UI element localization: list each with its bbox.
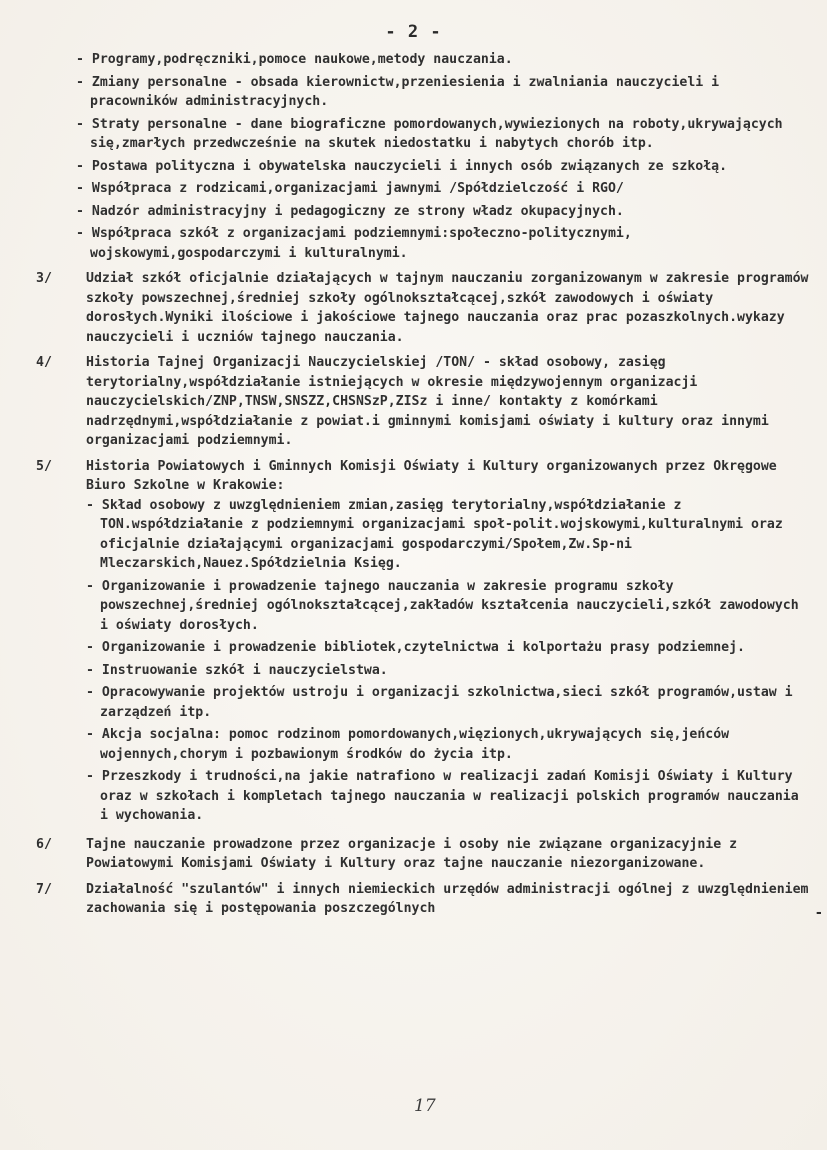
list-item: - Opracowywanie projektów ustroju i organizacji szkolnictwa,sieci szkół programów,ustaw i zarządzeń itp. [86, 685, 793, 720]
list-item: - Programy,podręczniki,pomoce naukowe,metody nauczania. [76, 52, 513, 67]
list-item: - Postawa polityczna i obywatelska nauczycieli i innych osób związanych ze szkołą. [76, 158, 728, 174]
item-number: 4/ [36, 355, 52, 370]
page-number: - 2 - [385, 22, 442, 42]
list-item: - Organizowanie i prowadzenie bibliotek,czytelnictwa i kolportażu prasy podziemnej. [86, 640, 745, 655]
list-item: - Akcja socjalna: pomoc rodzinom pomordowanych,więzionych,ukrywających się,jeńców wojennych,chorym i pozbawionym środków do życia itp. [86, 727, 730, 762]
item-text: Działalność "szulantów" i innych niemieckich urzędów administracji ogólnej z uwzględnieniem zachowania się i postępowania poszczególnych [86, 881, 809, 916]
item-number: 7/ [36, 881, 52, 897]
item-text: Udział szkół oficjalnie działających w tajnym nauczaniu zorganizowanym w zakresie programów szkoły powszechnej,średniej szkoły ogólnokształcącej,szkół zawodowych i oświaty dorosłych.Wyniki ilościowe i jakościowe tajnego nauczania oraz prac pozaszkolnych.wykazy nauczycieli i uczniów tajnego nauczania. [86, 271, 809, 345]
item-body [86, 457, 814, 829]
numbered-item-4 [34, 353, 814, 451]
item-text: Historia Tajnej Organizacji Nauczycielskiej /TON/ - skład osobowy, zasięg terytorialny,współdziałanie istniejących w okresie międzywojennym organizacji nauczycielskich/ZNP,TNSW,SNSZZ,CHSNSzP,ZISz i inne/ kontakty z komórkami nadrzędnymi,współdziałanie z powiat.i gminnymi komisjami oświaty i kultury oraz innymi organizacjami podziemnymi. [86, 355, 769, 448]
handwritten-page-number: 17 [414, 1096, 436, 1116]
list-item: - Nadzór administracyjny i pedagogiczny ze strony władz okupacyjnych. [76, 203, 624, 219]
numbered-item-3 [34, 269, 814, 347]
list-item: - Przeszkody i trudności,na jakie natrafiono w realizacji zadań Komisji Oświaty i Kultury oraz w szkołach i kompletach tajnego nauczania w realizacji polskich programów nauczania i wychowania. [86, 769, 799, 823]
numbered-item-7 [34, 880, 814, 919]
numbered-item-6 [34, 835, 814, 874]
list-item: - Współpraca szkół z organizacjami podziemnymi:społeczno-politycznymi, wojskowymi,gospodarczymi i kulturalnymi. [76, 226, 632, 261]
top-bullet-list [34, 50, 814, 263]
item-text: Tajne nauczanie prowadzone przez organizacje i osoby nie związane organizacyjnie z Powiatowymi Komisjami Oświaty i Kultury oraz tajne nauczanie niezorganizowane. [86, 836, 738, 871]
item-number: 5/ [36, 458, 52, 474]
list-item: - Straty personalne - dane biograficzne pomordowanych,wywiezionych na roboty,ukrywających się,zmarłych przedwcześnie na skutek niedostatku i nabytych chorób itp. [76, 116, 783, 151]
hyphen-mark: - [814, 905, 823, 921]
list-item: - Organizowanie i prowadzenie tajnego nauczania w zakresie programu szkoły powszechnej,średniej ogólnokształcącej,zakładów kształcenia nauczycieli,szkół zawodowych i oświaty dorosłych. [86, 578, 799, 633]
sub-bullet-list [86, 496, 814, 826]
item-text: Historia Powiatowych i Gminnych Komisji Oświaty i Kultury organizowanych przez Okręgowe Biuro Szkolne w Krakowie: [86, 458, 777, 493]
item-number: 6/ [36, 836, 52, 852]
list-item: - Instruowanie szkół i nauczycielstwa. [86, 662, 388, 678]
list-item: - Skład osobowy z uwzględnieniem zmian,zasięg terytorialny,współdziałanie z TON.współdziałanie z podziemnymi organizacjami społ-polit.wojskowymi,kulturalnymi oraz oficjalnie działającymi organizacjami gospodarczymi/Społem,Zw.Sp-ni Mleczarskich,Nauez.Spółdzielnia Księg. [86, 497, 783, 571]
document-body [34, 50, 814, 925]
list-item: - Współpraca z rodzicami,organizacjami jawnymi /Spółdzielczość i RGO/ [76, 181, 624, 196]
item-number: 3/ [36, 271, 52, 286]
list-item: - Zmiany personalne - obsada kierownictw,przeniesienia i zwalniania nauczycieli i pracowników administracyjnych. [76, 74, 720, 109]
numbered-item-5 [34, 457, 814, 829]
